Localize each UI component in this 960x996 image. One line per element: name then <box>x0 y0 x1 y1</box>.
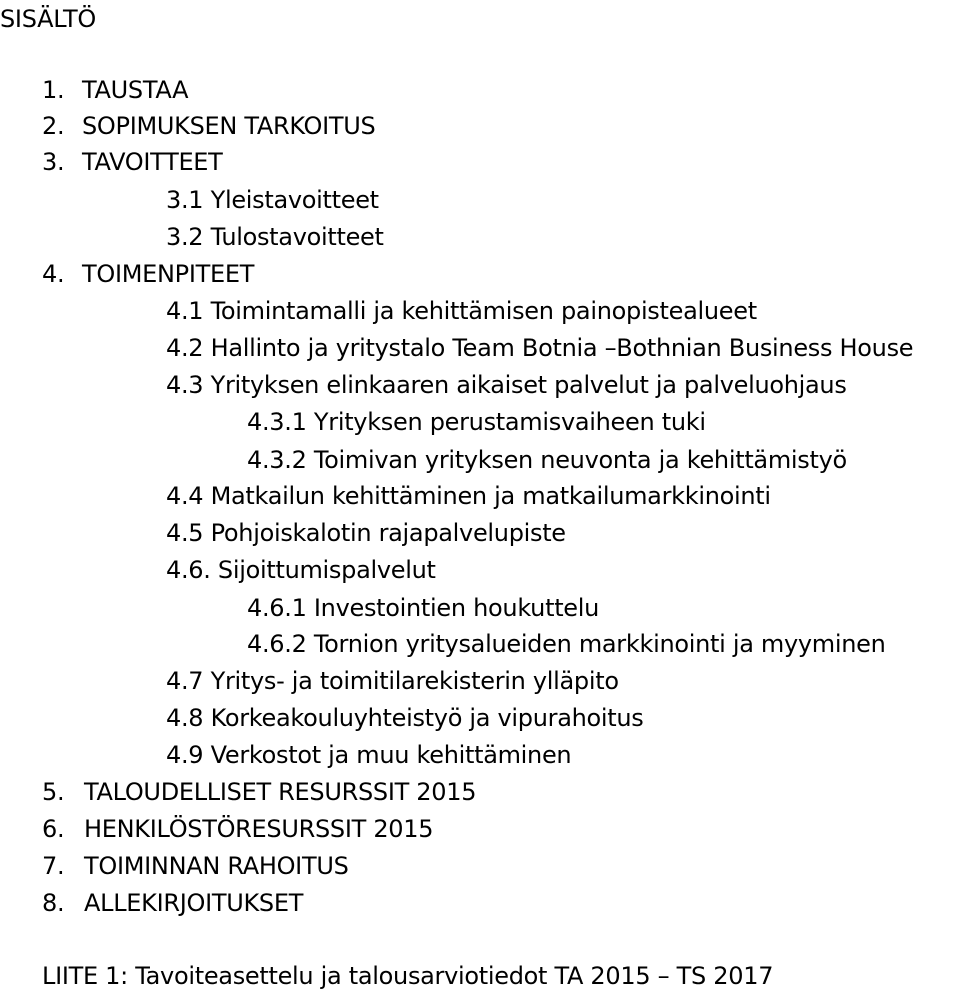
toc-entry-number: 5. <box>42 778 65 806</box>
toc-entry-6 <box>42 814 433 844</box>
toc-entry-4-6: 4.6. Sijoittumispalvelut <box>166 556 436 584</box>
toc-entry-4-3-1: 4.3.1 Yrityksen perustamisvaiheen tuki <box>247 408 706 436</box>
toc-entry-number: 8. <box>42 889 65 917</box>
toc-entry-number: 3. <box>42 148 65 176</box>
toc-entry-number: 2. <box>42 112 65 140</box>
toc-heading: SISÄLTÖ <box>0 5 96 33</box>
appendix-line: LIITE 1: Tavoiteasettelu ja talousarviotiedot TA 2015 – TS 2017 <box>42 962 774 990</box>
toc-entry-5 <box>42 777 476 807</box>
toc-entry-label: TOIMINNAN RAHOITUS <box>84 852 349 880</box>
toc-entry-number: 7. <box>42 852 65 880</box>
toc-entry-4-7: 4.7 Yritys- ja toimitilarekisterin ylläpito <box>166 667 619 695</box>
toc-entry-4-9: 4.9 Verkostot ja muu kehittäminen <box>166 741 572 769</box>
toc-entry-3 <box>42 147 223 177</box>
toc-entry-label: TALOUDELLISET RESURSSIT 2015 <box>84 778 477 806</box>
toc-entry-4-3-2: 4.3.2 Toimivan yrityksen neuvonta ja kehittämistyö <box>247 446 847 474</box>
toc-entry-4-8: 4.8 Korkeakouluyhteistyö ja vipurahoitus <box>166 704 644 732</box>
toc-entry-4-1: 4.1 Toimintamalli ja kehittämisen painopistealueet <box>166 297 757 325</box>
toc-entry-4-2: 4.2 Hallinto ja yritystalo Team Botnia –Bothnian Business House <box>166 334 914 362</box>
toc-entry-7 <box>42 851 349 881</box>
toc-entry-4-6-1: 4.6.1 Investointien houkuttelu <box>247 594 600 622</box>
toc-entry-4-3: 4.3 Yrityksen elinkaaren aikaiset palvelut ja palveluohjaus <box>166 371 847 399</box>
toc-entry-2 <box>42 111 375 141</box>
toc-entry-label: TAUSTAA <box>82 76 189 104</box>
toc-entry-4-4: 4.4 Matkailun kehittäminen ja matkailumarkkinointi <box>166 482 771 510</box>
toc-entry-number: 4. <box>42 260 65 288</box>
toc-entry-number: 1. <box>42 76 65 104</box>
toc-entry-3-2: 3.2 Tulostavoitteet <box>166 223 384 251</box>
toc-entry-number: 6. <box>42 815 65 843</box>
toc-entry-label: ALLEKIRJOITUKSET <box>84 889 304 917</box>
toc-entry-4 <box>42 259 254 289</box>
toc-entry-3-1: 3.1 Yleistavoitteet <box>166 186 379 214</box>
toc-entry-label: HENKILÖSTÖRESURSSIT 2015 <box>84 815 434 843</box>
toc-entry-4-6-2: 4.6.2 Tornion yritysalueiden markkinointi ja myyminen <box>247 630 886 658</box>
toc-entry-8 <box>42 888 303 918</box>
toc-entry-1 <box>42 75 188 105</box>
toc-entry-label: TOIMENPITEET <box>82 260 255 288</box>
toc-entry-4-5: 4.5 Pohjoiskalotin rajapalvelupiste <box>166 519 566 547</box>
toc-entry-label: TAVOITTEET <box>82 148 223 176</box>
toc-entry-label: SOPIMUKSEN TARKOITUS <box>82 112 376 140</box>
